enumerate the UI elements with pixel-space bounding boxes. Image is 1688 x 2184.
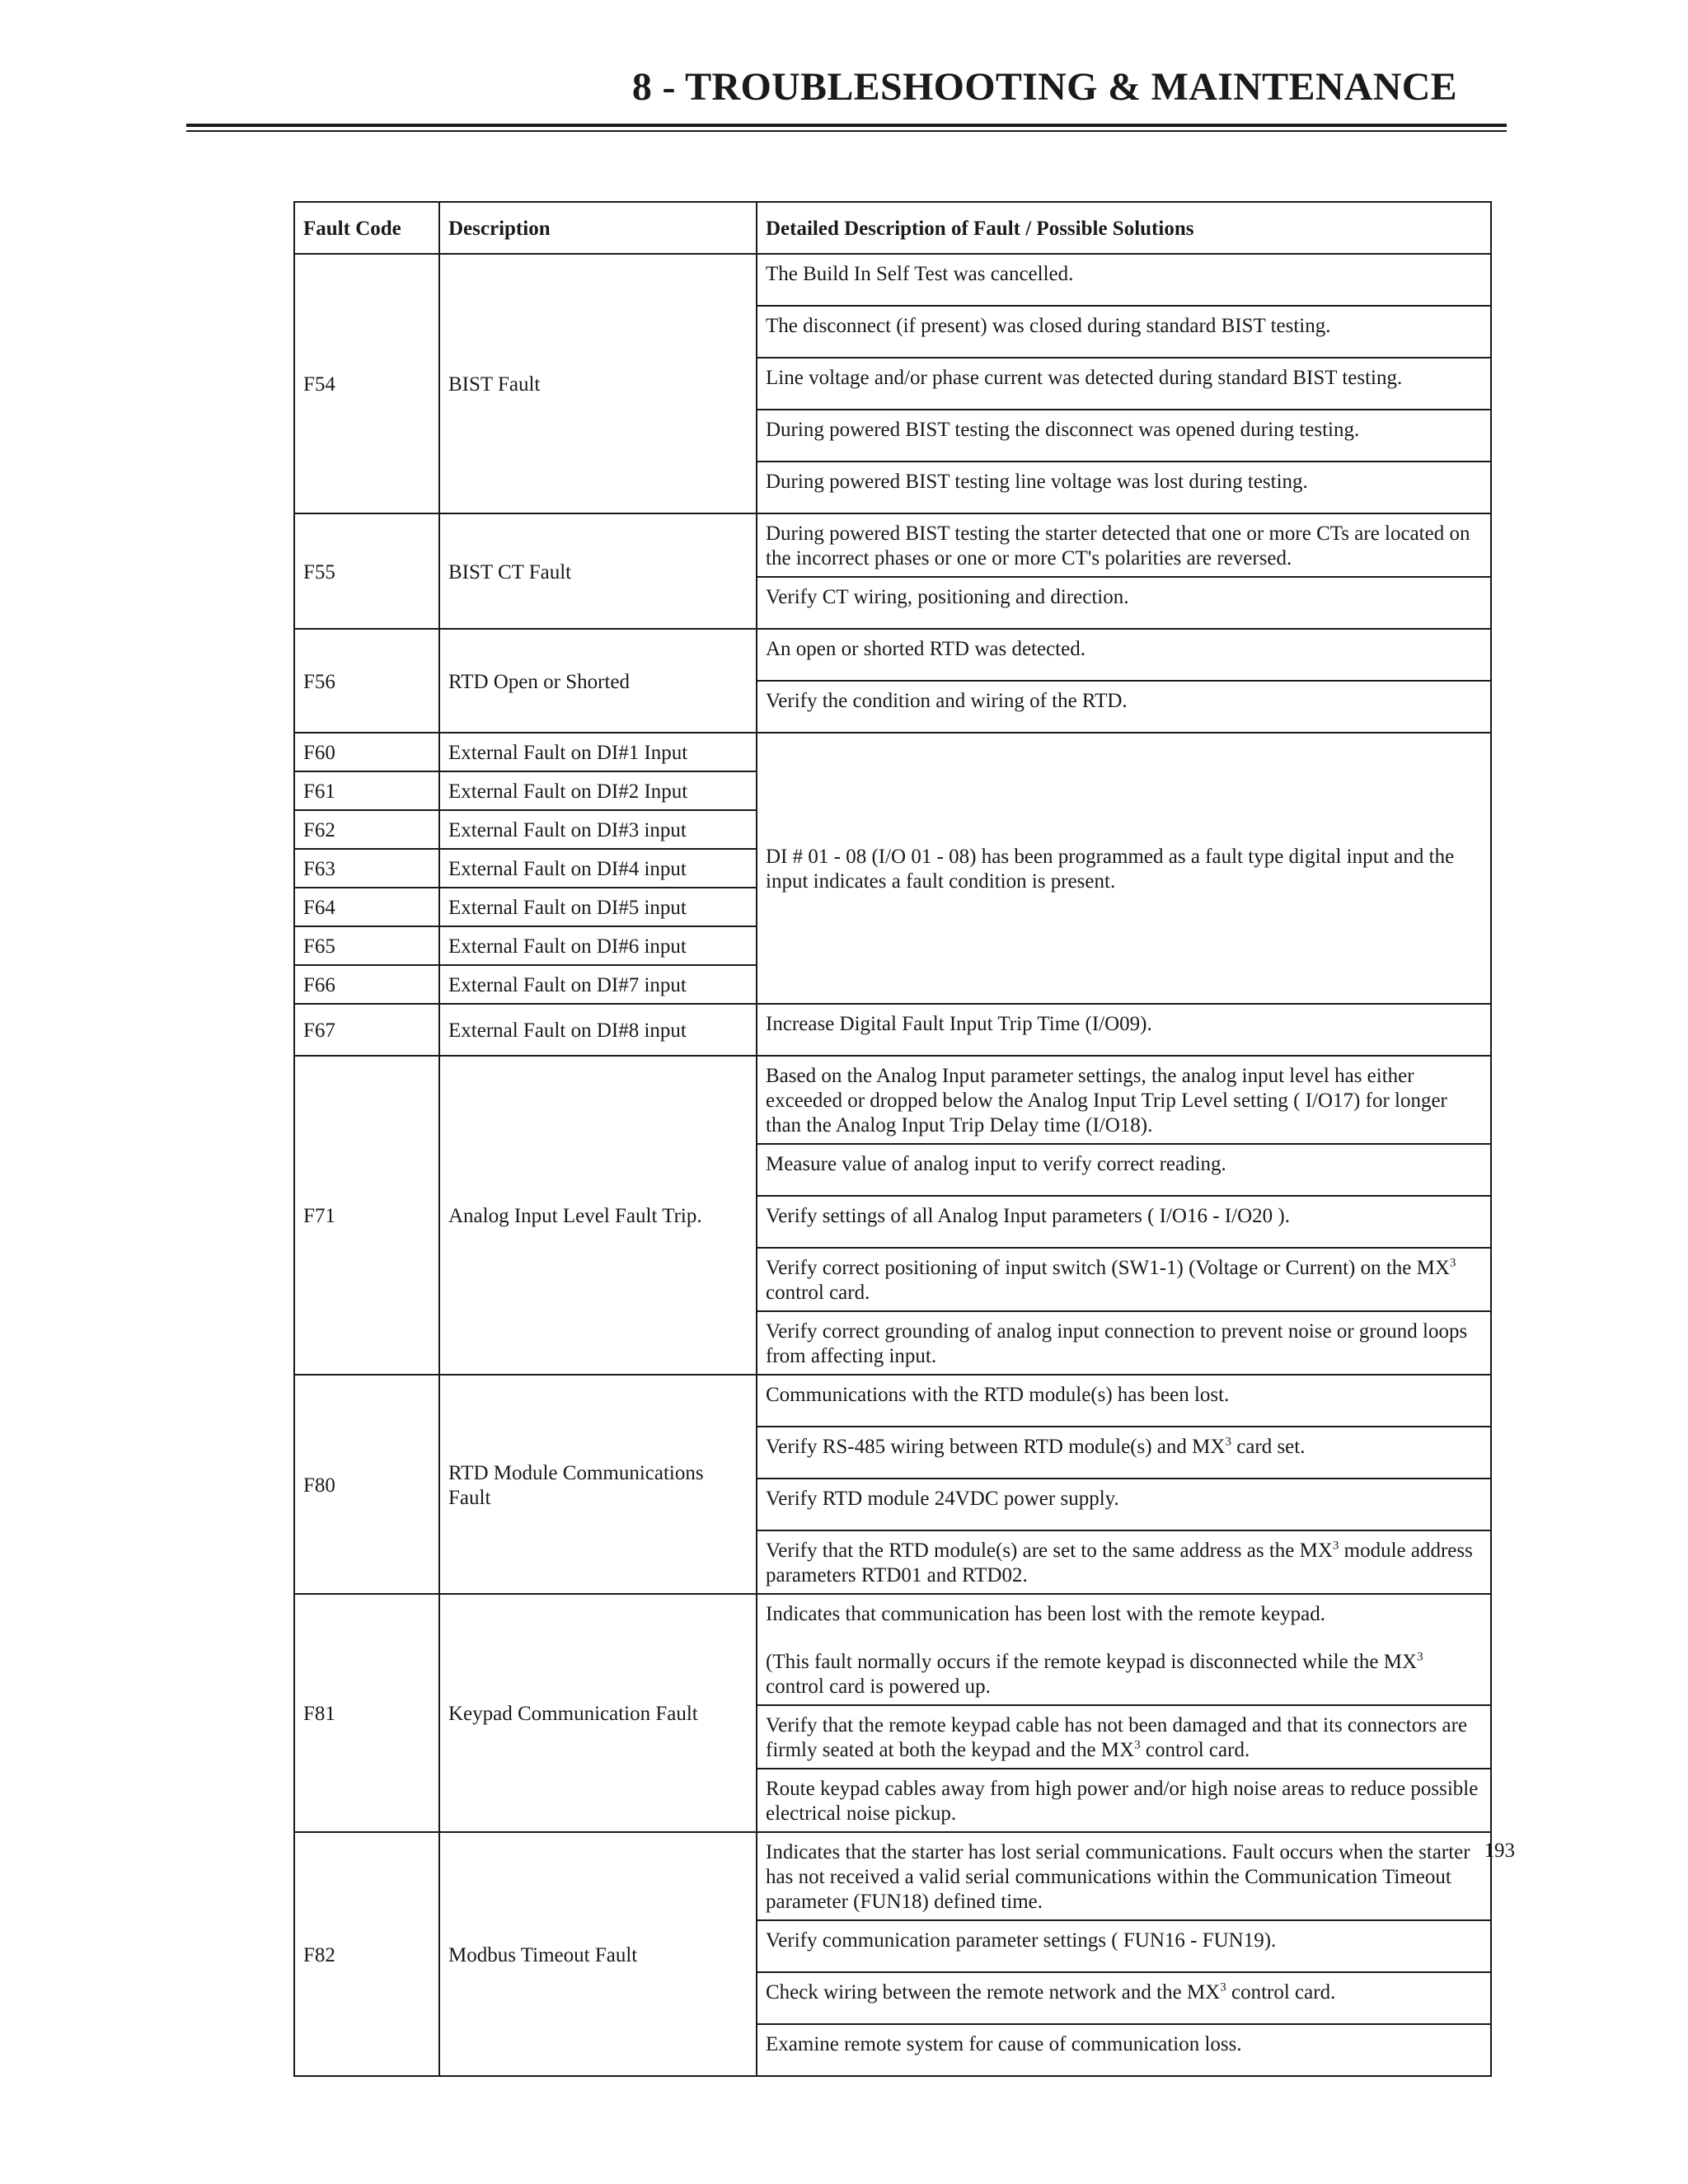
fault-description-cell: Modbus Timeout Fault — [439, 1832, 757, 2076]
fault-code-cell: F56 — [294, 629, 439, 733]
solution-cell: Route keypad cables away from high power and/or high noise areas to reduce possible electrical noise pickup. — [757, 1769, 1491, 1832]
solution-cell: Communications with the RTD module(s) has been lost. — [757, 1375, 1491, 1427]
fault-code-cell: F55 — [294, 513, 439, 629]
fault-description-cell: External Fault on DI#1 Input — [439, 733, 757, 771]
solution-text: Verify RS-485 wiring between RTD module(s) and MX — [766, 1436, 1226, 1458]
solution-cell: Indicates that the starter has lost serial communications. Fault occurs when the starter has not received a valid serial communications within the Communication Timeout parameter (FUN18) defined time. — [757, 1832, 1491, 1920]
solution-text: Indicates that communication has been lost with the remote keypad. — [766, 1603, 1325, 1625]
solution-cell: The disconnect (if present) was closed during standard BIST testing. — [757, 306, 1491, 358]
solution-text: (This fault normally occurs if the remote keypad is disconnected while the MX — [766, 1651, 1418, 1673]
fault-code-cell: F80 — [294, 1375, 439, 1594]
solution-cell: Line voltage and/or phase current was detected during standard BIST testing. — [757, 358, 1491, 410]
solution-text: control card. — [1226, 1981, 1336, 2004]
fault-code-cell: F64 — [294, 888, 439, 926]
solution-text: control card. — [1140, 1739, 1250, 1761]
solution-cell: During powered BIST testing line voltage was lost during testing. — [757, 462, 1491, 513]
solution-cell: Verify the condition and wiring of the RTD. — [757, 681, 1491, 733]
solution-cell: Verify settings of all Analog Input parameters ( I/O16 - I/O20 ). — [757, 1196, 1491, 1248]
solution-cell — [757, 1530, 1491, 1594]
superscript: 3 — [1449, 1256, 1456, 1270]
superscript: 3 — [1134, 1738, 1141, 1752]
solution-cell: Verify CT wiring, positioning and direction. — [757, 577, 1491, 629]
solution-text: Verify that the RTD module(s) are set to the same address as the MX — [766, 1540, 1333, 1562]
solution-cell — [757, 1594, 1491, 1705]
solution-cell: During powered BIST testing the starter detected that one or more CTs are located on the incorrect phases or one or more CT's polarities are reversed. — [757, 513, 1491, 577]
header-rule-bottom — [186, 130, 1507, 132]
fault-description-cell: BIST Fault — [439, 254, 757, 513]
fault-code-cell: F65 — [294, 926, 439, 965]
table-row — [294, 1594, 1491, 1705]
fault-description-cell: External Fault on DI#6 input — [439, 926, 757, 965]
solution-cell: During powered BIST testing the disconnect was opened during testing. — [757, 410, 1491, 462]
fault-description-cell: Keypad Communication Fault — [439, 1594, 757, 1832]
solution-cell — [757, 1972, 1491, 2024]
solution-cell: Increase Digital Fault Input Trip Time (I/O09). — [757, 1004, 1491, 1056]
fault-description-cell: External Fault on DI#2 Input — [439, 771, 757, 810]
table-row — [294, 1056, 1491, 1144]
fault-code-cell: F66 — [294, 965, 439, 1004]
solution-cell: Measure value of analog input to verify correct reading. — [757, 1144, 1491, 1196]
solution-cell — [757, 1427, 1491, 1479]
fault-description-cell: External Fault on DI#3 input — [439, 810, 757, 849]
solution-text: control card. — [766, 1282, 870, 1304]
page-number: 193 — [1484, 1840, 1515, 1862]
superscript: 3 — [1332, 1539, 1339, 1553]
fault-code-cell: F67 — [294, 1004, 439, 1056]
solution-cell — [757, 1705, 1491, 1769]
solution-cell: An open or shorted RTD was detected. — [757, 629, 1491, 681]
table-row — [294, 1375, 1491, 1427]
fault-description-cell: RTD Open or Shorted — [439, 629, 757, 733]
solution-text: control card is powered up. — [766, 1675, 991, 1698]
fault-description-cell: External Fault on DI#7 input — [439, 965, 757, 1004]
solution-cell — [757, 1248, 1491, 1311]
solution-cell: Based on the Analog Input parameter settings, the analog input level has either exceeded or dropped below the Analog Input Trip Level setting ( I/O17) for longer than the Analog Input Trip Delay time (I/O18). — [757, 1056, 1491, 1144]
fault-description-cell: Analog Input Level Fault Trip. — [439, 1056, 757, 1375]
solution-text: module address parameters RTD01 and RTD02. — [766, 1540, 1473, 1586]
fault-code-cell: F62 — [294, 810, 439, 849]
solution-cell: Verify correct grounding of analog input connection to prevent noise or ground loops from affecting input. — [757, 1311, 1491, 1375]
superscript: 3 — [1220, 1980, 1226, 1994]
table-row — [294, 733, 1491, 771]
fault-description-cell: External Fault on DI#8 input — [439, 1004, 757, 1056]
solution-cell: The Build In Self Test was cancelled. — [757, 254, 1491, 306]
solution-cell: DI # 01 - 08 (I/O 01 - 08) has been programmed as a fault type digital input and the input indicates a fault condition is present. — [757, 733, 1491, 1004]
table-row — [294, 254, 1491, 306]
table-row — [294, 1004, 1491, 1056]
fault-code-cell: F63 — [294, 849, 439, 888]
solution-text: card set. — [1231, 1436, 1306, 1458]
fault-description-cell: External Fault on DI#4 input — [439, 849, 757, 888]
header-solutions: Detailed Description of Fault / Possible Solutions — [757, 202, 1491, 254]
table-row — [294, 1832, 1491, 1920]
fault-description-cell: External Fault on DI#5 input — [439, 888, 757, 926]
fault-description-cell: BIST CT Fault — [439, 513, 757, 629]
fault-code-cell: F71 — [294, 1056, 439, 1375]
solution-text: Check wiring between the remote network and the MX — [766, 1981, 1221, 2004]
header-description: Description — [439, 202, 757, 254]
solution-cell: Examine remote system for cause of communication loss. — [757, 2024, 1491, 2076]
solution-text: Verify correct positioning of input switch (SW1-1) (Voltage or Current) on the MX — [766, 1257, 1450, 1279]
fault-table — [293, 201, 1492, 2077]
solution-cell: Verify RTD module 24VDC power supply. — [757, 1479, 1491, 1530]
page-title: 8 - TROUBLESHOOTING & MAINTENANCE — [631, 65, 1457, 109]
table-row — [294, 629, 1491, 681]
header-rule-top — [186, 124, 1507, 127]
fault-code-cell: F60 — [294, 733, 439, 771]
fault-description-cell: RTD Module Communications Fault — [439, 1375, 757, 1594]
fault-code-cell: F54 — [294, 254, 439, 513]
solution-cell: Verify communication parameter settings ( FUN16 - FUN19). — [757, 1920, 1491, 1972]
superscript: 3 — [1225, 1435, 1231, 1449]
fault-code-cell: F82 — [294, 1832, 439, 2076]
table-row — [294, 513, 1491, 577]
solution-text: Verify that the remote keypad cable has not been damaged and that its connectors are firmly seated at both the keypad and the MX — [766, 1714, 1468, 1761]
fault-code-cell: F61 — [294, 771, 439, 810]
fault-code-cell: F81 — [294, 1594, 439, 1832]
table-header-row — [294, 202, 1491, 254]
header-fault-code: Fault Code — [294, 202, 439, 254]
superscript: 3 — [1417, 1650, 1423, 1664]
